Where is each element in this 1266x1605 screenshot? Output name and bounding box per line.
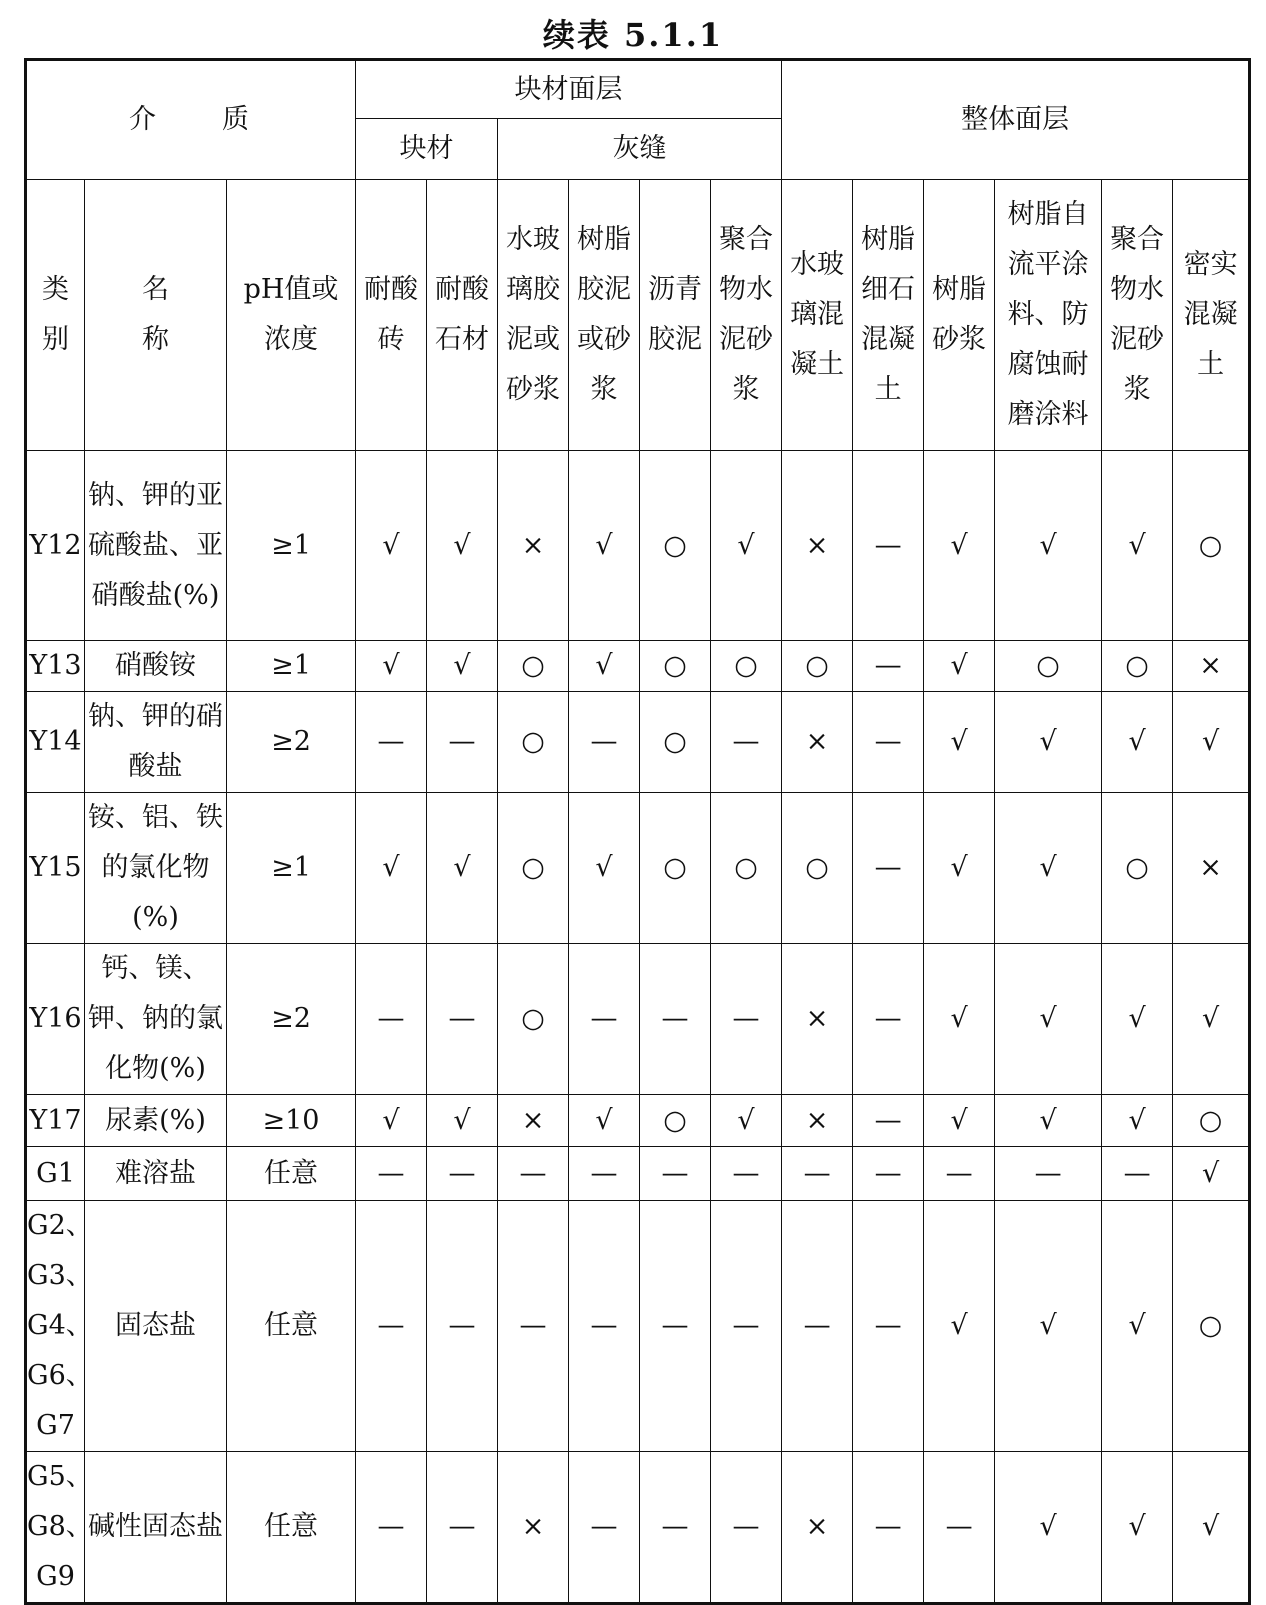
rating-cell: ○: [498, 641, 569, 692]
rating-cell: ○: [640, 451, 711, 641]
rating-cell: —: [569, 1201, 640, 1452]
rating-cell: √: [569, 793, 640, 944]
row-ph: ≥1: [227, 641, 356, 692]
row-code: Y16: [26, 944, 85, 1095]
rating-cell: √: [1102, 1201, 1173, 1452]
rating-cell: —: [924, 1452, 995, 1604]
row-ph: ≥1: [227, 451, 356, 641]
table-row: [26, 944, 1250, 1095]
row-name: 硝酸铵: [85, 641, 227, 692]
row-code: Y12: [26, 451, 85, 641]
row-name: 铵、铝、铁的氯化物(%): [85, 793, 227, 944]
rating-cell: —: [711, 1452, 782, 1604]
block-material-header: 块材: [356, 119, 498, 180]
rating-cell: √: [924, 692, 995, 793]
rating-cell: ○: [782, 793, 853, 944]
col-material-4: 树脂胶泥或砂浆: [569, 180, 640, 451]
rating-cell: ×: [1173, 793, 1250, 944]
rating-cell: —: [853, 1147, 924, 1201]
rating-cell: ○: [640, 692, 711, 793]
col-category: 类别: [26, 180, 85, 451]
table-title: 续表 5.1.1: [542, 16, 724, 54]
rating-cell: —: [356, 692, 427, 793]
rating-cell: —: [427, 692, 498, 793]
rating-cell: —: [711, 944, 782, 1095]
monolithic-surface-header: 整体面层: [782, 60, 1250, 180]
rating-cell: —: [924, 1147, 995, 1201]
rating-cell: —: [711, 692, 782, 793]
rating-cell: —: [427, 944, 498, 1095]
rating-cell: √: [924, 1095, 995, 1147]
rating-cell: ○: [640, 641, 711, 692]
rating-cell: ○: [1102, 793, 1173, 944]
rating-cell: —: [498, 1201, 569, 1452]
rating-cell: —: [569, 692, 640, 793]
rating-cell: —: [711, 1201, 782, 1452]
rating-cell: √: [1102, 1452, 1173, 1604]
rating-cell: —: [569, 944, 640, 1095]
col-material-5: 沥青胶泥: [640, 180, 711, 451]
rating-cell: —: [427, 1201, 498, 1452]
rating-cell: ○: [1102, 641, 1173, 692]
rating-cell: √: [1173, 692, 1250, 793]
rating-cell: —: [853, 641, 924, 692]
rating-cell: ○: [498, 692, 569, 793]
rating-cell: √: [1102, 451, 1173, 641]
row-ph: 任意: [227, 1147, 356, 1201]
rating-cell: ×: [782, 451, 853, 641]
rating-cell: —: [995, 1147, 1102, 1201]
rating-cell: ○: [711, 793, 782, 944]
table-row: [26, 692, 1250, 793]
table-row: [26, 451, 1250, 641]
rating-cell: ×: [782, 1095, 853, 1147]
row-code: Y13: [26, 641, 85, 692]
rating-cell: √: [427, 793, 498, 944]
rating-cell: —: [427, 1147, 498, 1201]
row-code: Y15: [26, 793, 85, 944]
col-material-9: 树脂砂浆: [924, 180, 995, 451]
table-row: [26, 1147, 1250, 1201]
rating-cell: √: [995, 1452, 1102, 1604]
rating-cell: —: [427, 1452, 498, 1604]
row-name: 钙、镁、钾、钠的氯化物(%): [85, 944, 227, 1095]
rating-cell: ×: [498, 451, 569, 641]
col-material-6: 聚合物水泥砂浆: [711, 180, 782, 451]
col-material-7: 水玻璃混凝土: [782, 180, 853, 451]
block-surface-header: 块材面层: [356, 60, 782, 119]
rating-cell: ○: [498, 944, 569, 1095]
rating-cell: —: [356, 1201, 427, 1452]
col-name: 名称: [85, 180, 227, 451]
rating-cell: √: [1173, 1452, 1250, 1604]
col-material-11: 聚合物水泥砂浆: [1102, 180, 1173, 451]
row-code: G2、G3、G4、G6、G7: [26, 1201, 85, 1452]
table-row: [26, 641, 1250, 692]
rating-cell: ×: [782, 944, 853, 1095]
rating-cell: ○: [640, 793, 711, 944]
col-material-1: 耐酸砖: [356, 180, 427, 451]
corrosion-resistance-table: [24, 58, 1251, 1605]
rating-cell: √: [924, 451, 995, 641]
rating-cell: —: [782, 1201, 853, 1452]
rating-cell: —: [569, 1147, 640, 1201]
rating-cell: ○: [1173, 451, 1250, 641]
rating-cell: —: [569, 1452, 640, 1604]
col-material-2: 耐酸石材: [427, 180, 498, 451]
rating-cell: √: [711, 451, 782, 641]
rating-cell: —: [498, 1147, 569, 1201]
table-row: [26, 1201, 1250, 1452]
rating-cell: √: [569, 641, 640, 692]
row-name: 固态盐: [85, 1201, 227, 1452]
col-material-8: 树脂细石混凝土: [853, 180, 924, 451]
rating-cell: √: [356, 451, 427, 641]
rating-cell: √: [1102, 1095, 1173, 1147]
rating-cell: √: [427, 451, 498, 641]
rating-cell: —: [853, 1201, 924, 1452]
rating-cell: —: [640, 1201, 711, 1452]
rating-cell: √: [924, 793, 995, 944]
rating-cell: —: [356, 1147, 427, 1201]
rating-cell: √: [356, 793, 427, 944]
row-ph: 任意: [227, 1452, 356, 1604]
table-row: [26, 1095, 1250, 1147]
rating-cell: ○: [640, 1095, 711, 1147]
rating-cell: —: [356, 1452, 427, 1604]
rating-cell: √: [924, 1201, 995, 1452]
row-code: G1: [26, 1147, 85, 1201]
rating-cell: —: [853, 451, 924, 641]
rating-cell: ×: [782, 1452, 853, 1604]
rating-cell: —: [1102, 1147, 1173, 1201]
rating-cell: ×: [1173, 641, 1250, 692]
rating-cell: √: [995, 793, 1102, 944]
rating-cell: ×: [498, 1452, 569, 1604]
table-row: [26, 1452, 1250, 1604]
rating-cell: √: [427, 641, 498, 692]
row-code: Y14: [26, 692, 85, 793]
row-name: 难溶盐: [85, 1147, 227, 1201]
rating-cell: √: [995, 1201, 1102, 1452]
col-ph: pH值或浓度: [227, 180, 356, 451]
rating-cell: ○: [498, 793, 569, 944]
rating-cell: √: [1102, 944, 1173, 1095]
rating-cell: —: [711, 1147, 782, 1201]
joint-header: 灰缝: [498, 119, 782, 180]
rating-cell: √: [427, 1095, 498, 1147]
rating-cell: ○: [1173, 1095, 1250, 1147]
rating-cell: √: [1102, 692, 1173, 793]
rating-cell: ×: [498, 1095, 569, 1147]
rating-cell: —: [640, 944, 711, 1095]
rating-cell: ○: [1173, 1201, 1250, 1452]
rating-cell: —: [853, 1095, 924, 1147]
rating-cell: —: [782, 1147, 853, 1201]
rating-cell: √: [711, 1095, 782, 1147]
rating-cell: —: [356, 944, 427, 1095]
rating-cell: —: [853, 692, 924, 793]
row-code: G5、G8、G9: [26, 1452, 85, 1604]
row-ph: ≥1: [227, 793, 356, 944]
row-ph: 任意: [227, 1201, 356, 1452]
row-ph: ≥2: [227, 692, 356, 793]
rating-cell: √: [995, 944, 1102, 1095]
rating-cell: —: [853, 944, 924, 1095]
col-material-12: 密实混凝土: [1173, 180, 1250, 451]
rating-cell: ○: [782, 641, 853, 692]
rating-cell: √: [995, 692, 1102, 793]
rating-cell: √: [1173, 1147, 1250, 1201]
row-ph: ≥10: [227, 1095, 356, 1147]
row-name: 碱性固态盐: [85, 1452, 227, 1604]
rating-cell: √: [1173, 944, 1250, 1095]
rating-cell: ×: [782, 692, 853, 793]
rating-cell: √: [995, 451, 1102, 641]
rating-cell: —: [640, 1452, 711, 1604]
col-material-10: 树脂自流平涂料、防腐蚀耐磨涂料: [995, 180, 1102, 451]
rating-cell: —: [640, 1147, 711, 1201]
rating-cell: √: [356, 1095, 427, 1147]
rating-cell: √: [924, 944, 995, 1095]
row-name: 钠、钾的亚硫酸盐、亚硝酸盐(%): [85, 451, 227, 641]
medium-header: 介 质: [26, 60, 356, 180]
rating-cell: √: [356, 641, 427, 692]
rating-cell: √: [569, 451, 640, 641]
rating-cell: —: [853, 1452, 924, 1604]
col-material-3: 水玻璃胶泥或砂浆: [498, 180, 569, 451]
table-row: [26, 793, 1250, 944]
row-ph: ≥2: [227, 944, 356, 1095]
rating-cell: √: [995, 1095, 1102, 1147]
rating-cell: ○: [711, 641, 782, 692]
row-name: 尿素(%): [85, 1095, 227, 1147]
row-code: Y17: [26, 1095, 85, 1147]
rating-cell: √: [924, 641, 995, 692]
rating-cell: —: [853, 793, 924, 944]
row-name: 钠、钾的硝酸盐: [85, 692, 227, 793]
rating-cell: √: [569, 1095, 640, 1147]
rating-cell: ○: [995, 641, 1102, 692]
